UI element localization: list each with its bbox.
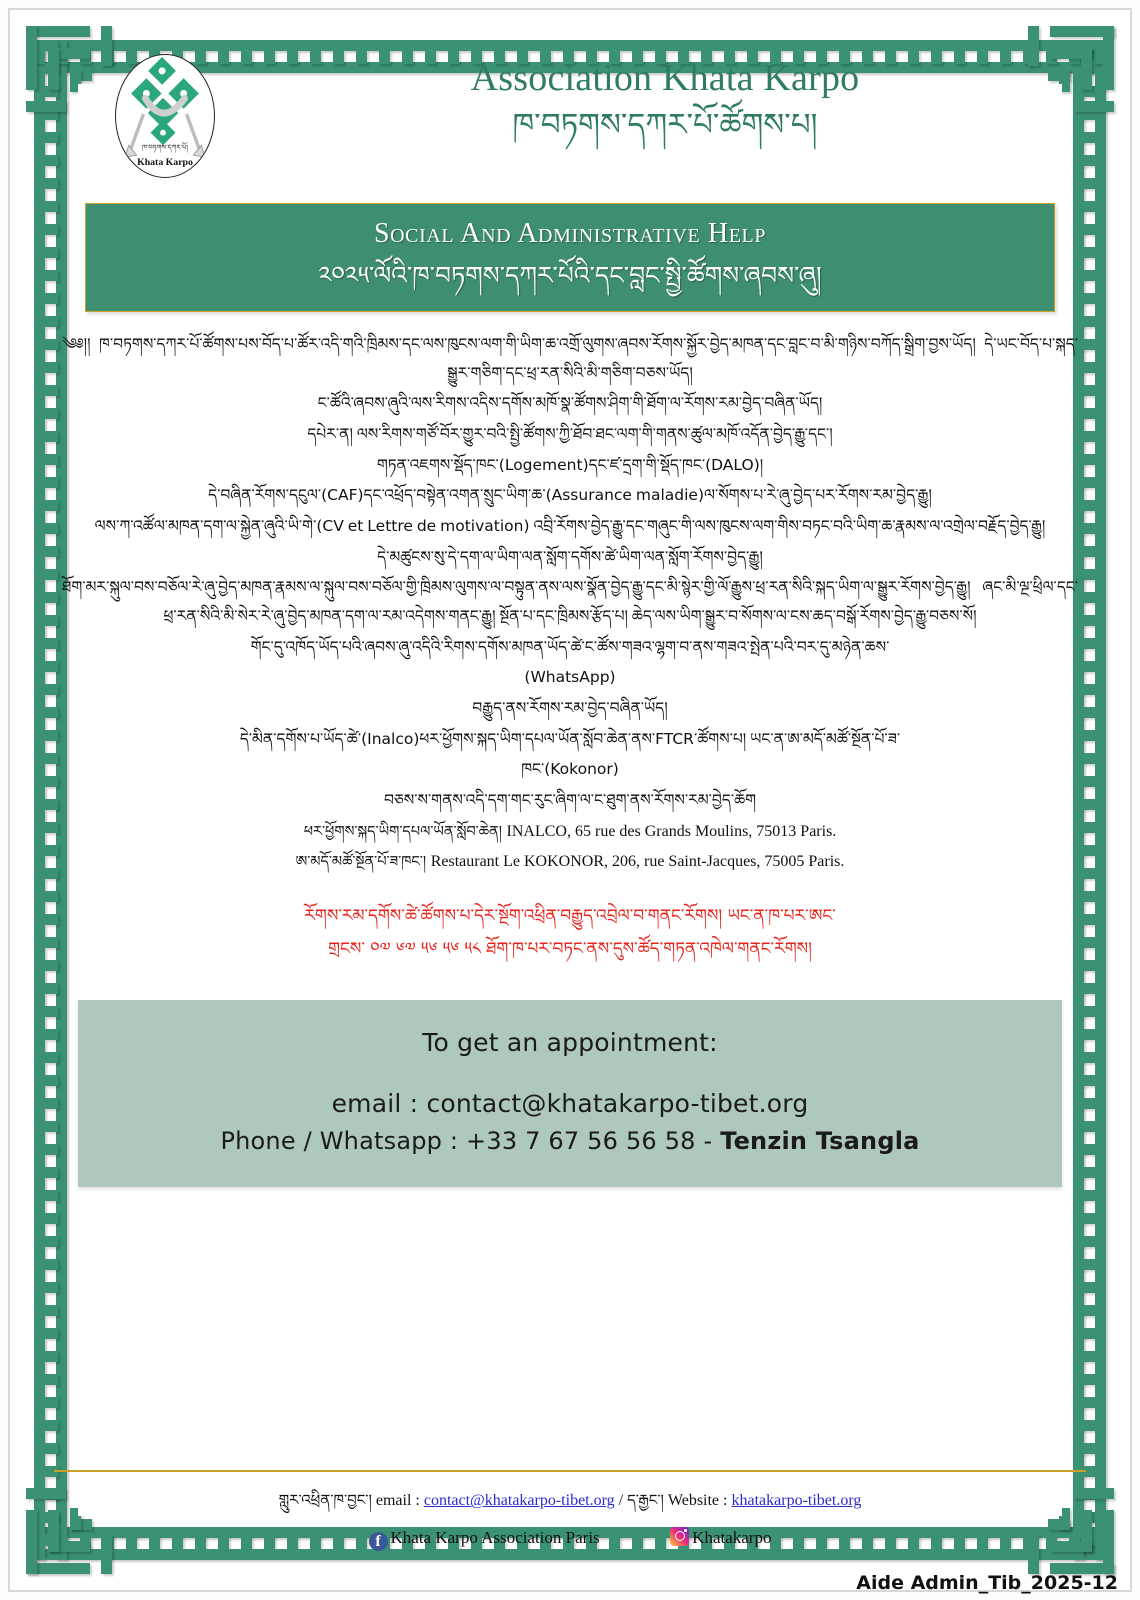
frame-key-segment [1082,845,1095,856]
frame-key-segment [45,1144,58,1155]
frame-key-segment [45,523,58,534]
body-paragraph: དེ་མཚུངས་སུ་དེ་དག་ལ་ཡིག་ལན་སློག་དགོས་ཚེ་ཡིག་ལན་སློག་རོགས་བྱེད་རྒྱུ། [377,547,763,566]
frame-key-segment [1082,1075,1095,1086]
frame-key-segment [1082,983,1095,994]
frame-key-segment [1082,1144,1095,1155]
frame-key-segment [45,1397,58,1408]
frame-key-segment [45,1351,58,1362]
address-value: Restaurant Le KOKONOR, 206, rue Saint-Jacques, 75005 Paris. [430,853,845,871]
frame-key-segment [1082,178,1095,189]
association-title-bo: ཁ་བཏགས་དཀར་པོ་ཚོགས་པ། [512,106,818,143]
footer-email-label-bo: གླུར་འཕྲིན་ཁ་བྱང་། [278,1491,372,1510]
frame-key-segment [45,1190,58,1201]
frame-key-segment [1082,1374,1095,1385]
banner-title-en: Social And Administrative Help [373,218,767,249]
frame-key-segment [45,638,58,649]
address-inalco [62,817,1078,847]
frame-key-segment [1082,753,1095,764]
frame-key-segment [45,546,58,557]
frame-key-segment [45,684,58,695]
appointment-phone[interactable] [88,1123,1052,1160]
footer-website-label: Website : [667,1492,728,1510]
frame-key-segment [1082,155,1095,166]
frame-key-segment [1082,408,1095,419]
frame-key-segment [45,845,58,856]
frame-key-segment [1082,684,1095,695]
frame-key-segment [1082,1443,1095,1454]
frame-key-segment [45,1305,58,1316]
body-paragraph: གཏན་འཇགས་སྡོད་ཁང་(Logement)དང་ཛ་དྲག་གི་སྡོད་ཁང་(DALO)། [376,455,764,474]
frame-key-segment [45,753,58,764]
frame-corner-segment [26,1510,37,1574]
frame-key-segment [45,247,58,258]
body-paragraph: ལས་ཀ་འཚོལ་མཁན་དག་ལ་སྐྱེན་ཞུའི་ཡི་གེ་(CV et Lettre de motivation) འབྲི་རོགས་བྱེད་རྒྱུ་དང་གཞུང་གི་ལས་ཁུངས་ལག་གིས་བཏང་བའི་ཡིག་ཆ་རྣམས་ལ་འགྲེལ་བརྗོད་བྱེད་རྒྱུ། [94,517,1046,536]
frame-key-segment [45,822,58,833]
frame-key-segment [1082,477,1095,488]
frame-key-segment [1082,132,1095,143]
frame-key-segment [1082,1420,1095,1431]
red-notice [60,900,1080,966]
frame-key-segment [45,776,58,787]
frame-key-segment [1082,822,1095,833]
frame-key-segment [45,408,58,419]
frame-key-segment [45,983,58,994]
frame-key-segment [1082,1029,1095,1040]
frame-key-segment [1082,362,1095,373]
body-paragraph: ང་ཚོའི་ཞབས་ཞུའི་ལས་རིགས་འདིས་དགོས་མཁོ་སྣ་ཚོགས་ཤིག་གི་ཐོག་ལ་རོགས་རམ་བྱེད་བཞིན་ཡོད། [317,394,823,413]
frame-key-segment [45,385,58,396]
frame-key-segment [45,431,58,442]
frame-corner-segment [1103,1510,1114,1574]
frame-key-segment [1082,1167,1095,1178]
frame-key-segment [45,960,58,971]
poster-header [60,46,1080,191]
frame-key-segment [1082,385,1095,396]
frame-key-segment [1082,224,1095,235]
frame-key-segment [1082,592,1095,603]
frame-key-segment [1082,638,1095,649]
frame-key-segment [1082,1006,1095,1017]
frame-corner-segment [48,48,59,90]
frame-key-segment [1082,937,1095,948]
frame-key-segment [45,316,58,327]
frame-key-segment [1082,1305,1095,1316]
frame-key-segment [45,1052,58,1063]
frame-key-segment [45,891,58,902]
facebook-icon: f [369,1532,388,1551]
frame-key-segment [45,1282,58,1293]
frame-key-segment [45,1006,58,1017]
facebook-page-name: Khata Karpo Association Paris [390,1527,600,1547]
frame-key-segment [45,454,58,465]
frame-key-segment [45,1167,58,1178]
footer-email-label: email : [375,1492,420,1510]
document-code: Aide Admin_Tib_2025-12 [856,1572,1118,1594]
kokonor-mention: ཁང་(Kokonor) [521,760,619,779]
frame-key-segment [45,224,58,235]
frame-rail-left [34,40,45,1560]
frame-key-segment [45,362,58,373]
frame-key-segment [45,1075,58,1086]
frame-key-segment [1082,546,1095,557]
frame-key-segment [1082,1282,1095,1293]
frame-key-segment [1082,454,1095,465]
red-notice-phone-line: གྲངས་ ༠༧ ༦༧ ༥༦ ༥༦ ༥༨ ཐོག་ཁ་པར་བཏང་ནས་དུས་ཚོད་གཏན་འཁེལ་གནང་རོགས། [328,938,812,959]
frame-key-segment [45,477,58,488]
footer-email-link[interactable]: contact@khatakarpo-tibet.org [423,1492,615,1510]
frame-key-segment [45,1236,58,1247]
frame-key-segment [45,1259,58,1270]
frame-key-segment [1082,1397,1095,1408]
frame-key-segment [45,132,58,143]
frame-key-segment [1082,431,1095,442]
association-title-en: Association Khata Karpo [470,57,860,99]
header-titles [250,58,1080,148]
frame-key-segment [45,178,58,189]
frame-key-segment [1082,316,1095,327]
frame-key-segment [1082,661,1095,672]
address-label-bo: ཕར་ཕྱོགས་སྐད་ཡིག་དཔལ་ཡོན་སློབ་ཆེན། [303,823,502,840]
logo-caption: Khata Karpo [137,157,193,168]
svg-text:ཁ་བཏགས་དཀར་པོ།: ཁ་བཏགས་དཀར་པོ། [142,143,188,152]
frame-key-segment [1082,270,1095,281]
appointment-contact-person: Tenzin Tsangla [720,1127,920,1156]
red-notice-line: རོགས་རམ་དགོས་ཚེ་ཚོགས་པ་དེར་སྔོག་འཕྲིན་བརྒྱུད་འབྲེལ་བ་གནང་རོགས། ཡང་ན་ཁ་པར་ཨང་ [304,905,836,926]
frame-key-segment [1082,868,1095,879]
frame-key-segment [45,293,58,304]
frame-key-segment [1082,1052,1095,1063]
frame-key-segment [1082,1190,1095,1201]
frame-key-segment [45,868,58,879]
footer-website-label-bo: ད་རྒྱང་། [627,1491,664,1510]
frame-key-segment [45,1029,58,1040]
frame-key-segment [1082,523,1095,534]
body-paragraph: ཐོག་མར་སྐུལ་བས་བཅོལ་རེ་ཞུ་བྱེད་མཁན་རྣམས་ལ་སྐུལ་བས་བཅོལ་གྱི་ཁྲིམས་ལུགས་ལ་བསྟུན་ནས་ལས་སྣོན་བྱེད་རྒྱུ་དང་མི་སྙེར་གྱི་ལོ་རྒྱུས་ཕྲ་རན་སིའི་སྐད་ཡིག་ལ་སྒྱུར་རོགས་བྱེད་རྒྱུ། ཞང་མི་ལྔ་ཕྲིལ་དང་ཕྲ་རན་སིའི་མི་སེར་རེ་ཞུ་བྱེད་མཁན་དག་ལ་རམ་འདེགས་གནང་རྒྱུ། སྔོན་པ་དང་ཁྲིམས་རྩོད་པ། ཆེད་ལས་ཡིག་སྒྱུར་བ་སོགས་ལ་ངས་ཆད་བསྒོ་རོགས་བྱེད་རྒྱུ་བཅས་སོ། [62,578,1078,626]
frame-key-segment [1082,569,1095,580]
body-paragraph: ༄༅།། ཁ་བཏགས་དཀར་པོ་ཚོགས་པས་བོད་པ་ཚོར་འདི་གའི་ཁྲིམས་དང་ལས་ཁུངས་ལག་གི་ཡིག་ཆ་འགྲོ་ལུགས་ཞབས་རོགས་སྐྱོར་བྱེད་མཁན་དང་བླང་བ་མི་གཉིས་བཀོད་སྒྲིག་བྱས་ཡོད། དེ་ཡང་བོད་པ་སྐད་སྒྱུར་གཅིག་དང་ཕྲ་རན་སིའི་མི་གཅིག་བཅས་ཡོད། [62,335,1078,382]
frame-key-segment [45,1443,58,1454]
frame-key-segment [1082,1098,1095,1109]
appointment-email[interactable]: email : contact@khatakarpo-tibet.org [331,1088,809,1118]
body-text [62,330,1078,878]
appointment-box [78,1000,1062,1187]
footer-website-link[interactable]: khatakarpo-tibet.org [731,1492,862,1510]
frame-key-segment [45,339,58,350]
address-kokonor [62,847,1078,877]
frame-key-segment [1082,1213,1095,1224]
frame-key-segment [45,1420,58,1431]
frame-key-segment [45,1328,58,1339]
frame-key-segment [1082,891,1095,902]
frame-key-segment [1082,776,1095,787]
frame-key-segment [1082,500,1095,511]
frame-key-segment [45,1213,58,1224]
appointment-heading: To get an appointment: [422,1027,718,1057]
appointment-phone-label: Phone / Whatsapp : +33 7 67 56 56 58 - [220,1127,721,1156]
frame-key-segment [45,1121,58,1132]
frame-key-segment [1082,960,1095,971]
frame-rail-right [1095,40,1106,1560]
frame-key-segment [1082,1328,1095,1339]
whatsapp-mention: (WhatsApp) [524,668,616,687]
frame-key-segment [1082,914,1095,925]
footer-separator: / [618,1492,624,1510]
frame-key-segment [45,1098,58,1109]
frame-key-segment [45,937,58,948]
frame-key-segment [1082,1351,1095,1362]
frame-key-segment [45,615,58,626]
frame-key-segment [45,1374,58,1385]
poster-content [60,46,1080,1560]
frame-corner-segment [1103,26,1114,90]
frame-key-segment [1082,799,1095,810]
frame-key-segment [1082,339,1095,350]
frame-key-segment [45,707,58,718]
frame-key-segment [45,500,58,511]
body-paragraph: བརྒྱུད་ནས་རོགས་རམ་བྱེད་བཞིན་ཡོད། [472,699,668,718]
frame-key-segment [45,914,58,925]
frame-key-segment [45,270,58,281]
body-paragraph: དེ་མིན་དགོས་པ་ཡོད་ཚེ་(Inalco)ཕར་ཕྱོགས་སྐད་ཡིག་དཔལ་ཡོན་སློབ་ཆེན་ནས་FTCR་ཚོགས་པ། ཡང་ན་ཨ་མདོ་མཚོ་སྔོན་པོ་ཟ་ [239,729,901,748]
frame-key-segment [45,155,58,166]
frame-key-segment [45,569,58,580]
khata-karpo-logo [115,54,215,178]
body-paragraph: དེ་བཞིན་རོགས་དངུལ་(CAF)དང་འཕྲོད་བསྟེན་འགན་སྲུང་ཡིག་ཆ་(Assurance maladie)ལ་སོགས་པ་རེ་ཞུ་བྱེད་པར་རོགས་རམ་བྱེད་རྒྱུ། [208,486,932,505]
section-banner [85,203,1055,312]
body-paragraph: བཅས་ས་གནས་འདི་དག་གང་རུང་ཞིག་ལ་ང་ཐུག་ནས་རོགས་རམ་བྱེད་ཆོག [383,791,757,810]
frame-key-segment [1082,247,1095,258]
address-label-bo: ཨ་མདོ་མཚོ་སྔོན་པོ་ཟ་ཁང་། [295,854,427,871]
frame-key-segment [1082,707,1095,718]
frame-corner-segment [1081,48,1092,90]
banner-title-bo: ༢༠༢༥་ལོའི་ཁ་བཏགས་དཀར་པོའི་དང་བླང་སྤྱི་ཚོགས་ཞབས་ཞུ། [318,261,822,290]
address-value: INALCO, 65 rue des Grands Moulins, 75013 Paris. [506,822,837,840]
frame-key-segment [45,661,58,672]
body-paragraph: གོང་དུ་འཁོད་ཡོད་པའི་ཞབས་ཞུ་འདིའི་རིགས་དགོས་མཁན་ཡོད་ཚེ་ང་ཚོས་གཟའ་ལྷག་བ་ནས་གཟའ་སྤེན་པའི་བར་དུ་མཉེན་ཆས་ [250,637,890,656]
frame-corner-segment [1074,101,1114,112]
body-paragraph: དཔེར་ན། ལས་རིགས་གཙོ་བོར་གྱུར་བའི་སྤྱི་ཚོགས་ཀྱི་ཐོབ་ཐང་ལག་གི་གནས་ཚུལ་མཁོ་འདོན་བྱེད་རྒྱུ་དང་། [307,425,833,444]
frame-key-segment [1082,201,1095,212]
frame-key-segment [1082,615,1095,626]
frame-key-segment [1082,1259,1095,1270]
frame-key-segment [1082,293,1095,304]
frame-key-segment [1082,730,1095,741]
frame-key-segment [45,799,58,810]
instagram-handle: Khatakarpo [692,1527,772,1547]
frame-key-segment [1082,1121,1095,1132]
frame-corner-segment [26,26,37,90]
frame-key-segment [1082,1236,1095,1247]
frame-key-segment [45,730,58,741]
frame-key-segment [45,201,58,212]
frame-key-segment [45,592,58,603]
